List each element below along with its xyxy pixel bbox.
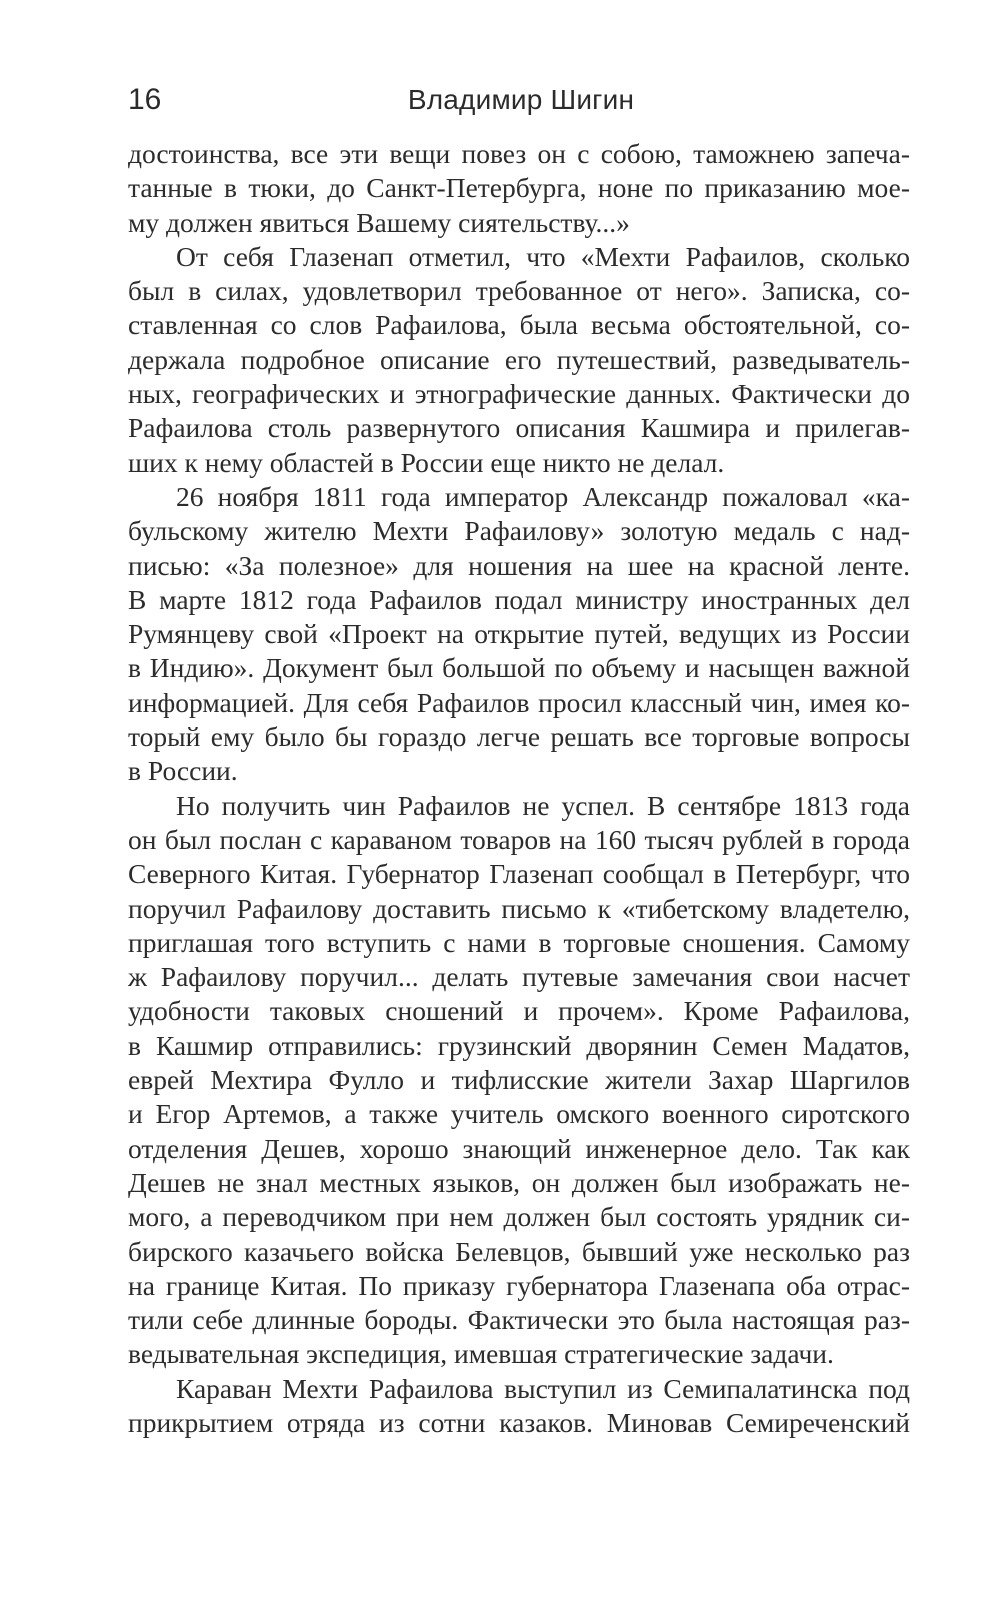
text-line: Северного Китая. Губернатор Глазенап сообщал в Петербург, что [128, 858, 910, 890]
text-line: информацией. Для себя Рафаилов просил классный чин, имея ко- [128, 686, 910, 718]
text-line: отделения Дешев, хорошо знающий инженерное дело. Так как [128, 1132, 910, 1164]
text-line: в Индию». Документ был большой по объему и насыщен важной [128, 652, 910, 684]
text-line: писью: «За полезное» для ношения на шее на красной ленте. [128, 549, 910, 581]
text-line: достоинства, все эти вещи повез он с собою, таможнею запеча- [128, 138, 910, 169]
text-line: торый ему было бы гораздо легче решать все торговые вопросы [128, 721, 910, 753]
body-text [128, 137, 910, 1440]
text-line: тили себе длинные бороды. Фактически это была настоящая раз- [128, 1304, 910, 1336]
text-line: танные в тюки, до Санкт-Петербурга, ноне по приказанию мое- [128, 172, 910, 204]
text-line: прикрытием отряда из сотни казаков. Миновав Семиреченский [128, 1406, 910, 1438]
text-line: в Кашмир отправились: грузинский дворянин Семен Мадатов, [128, 1029, 910, 1061]
text-line: Рафаилова столь развернутого описания Кашмира и прилегав- [128, 412, 910, 444]
text-line: 26 ноября 1811 года император Александр пожаловал «ка- [176, 480, 910, 512]
text-line: От себя Глазенап отметил, что «Мехти Рафаилов, сколько [176, 240, 910, 272]
text-line: ж Рафаилову поручил... делать путевые замечания свои насчет [128, 961, 910, 993]
text-line: ведывательная экспедиция, имевшая стратегические задачи. [128, 1338, 834, 1370]
text-line: Дешев не знал местных языков, он должен был изображать не- [128, 1166, 910, 1198]
text-line: удобности таковых сношений и прочем». Кроме Рафаилова, [128, 995, 910, 1027]
text-line: Румянцеву свой «Проект на открытие путей, ведущих из России [128, 618, 910, 650]
text-line: бульскому жителю Мехти Рафаилову» золотую медаль с над- [128, 515, 910, 547]
text-line: в России. [128, 755, 238, 787]
text-line: еврей Мехтира Фулло и тифлисские жители Захар Шаргилов [128, 1064, 910, 1096]
text-line: держала подробное описание его путешествий, разведыватель- [128, 343, 910, 375]
text-line: ных, географических и этнографические данных. Фактически до [128, 378, 910, 410]
text-line: Караван Мехти Рафаилова выступил из Семипалатинска под [176, 1372, 910, 1404]
text-line: В марте 1812 года Рафаилов подал министру иностранных дел [128, 583, 910, 615]
text-line: Но получить чин Рафаилов не успел. В сентябре 1813 года [176, 789, 910, 821]
text-line: поручил Рафаилову доставить письмо к «тибетскому владетелю, [128, 892, 910, 924]
text-line: ставленная со слов Рафаилова, была весьма обстоятельной, со- [128, 309, 910, 341]
page-number: 16 [128, 83, 162, 116]
text-line: на границе Китая. По приказу губернатора Глазенапа оба отрас- [128, 1269, 910, 1301]
text-line: был в силах, удовлетворил требованное от него». Записка, со- [128, 275, 910, 307]
running-head [128, 80, 914, 120]
text-line: приглашая того вступить с нами в торговые сношения. Самому [128, 926, 910, 958]
text-line: бирского казачьего войска Белевцов, бывший уже несколько раз [128, 1235, 910, 1267]
text-line: и Егор Артемов, а также учитель омского военного сиротского [128, 1098, 910, 1130]
text-line: ших к нему областей в России еще никто не делал. [128, 446, 725, 478]
text-line: он был послан с караваном товаров на 160 тысяч рублей в города [128, 823, 910, 855]
text-line: му должен явиться Вашему сиятельству...» [128, 206, 630, 238]
running-head-author: Владимир Шигин [407, 84, 635, 115]
text-line: мого, а переводчиком при нем должен был состоять урядник си- [128, 1201, 910, 1233]
